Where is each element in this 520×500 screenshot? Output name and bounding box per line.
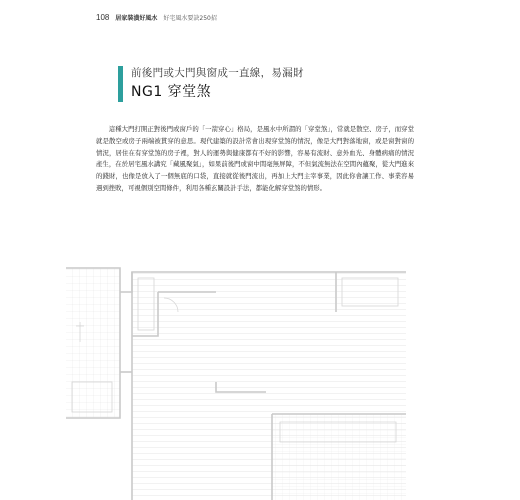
chapter-title: 好宅風水要訣250招 — [163, 15, 217, 22]
floor-plan-figure — [66, 262, 406, 500]
book-title: 居家裝潢好風水 — [115, 15, 158, 22]
page-number: 108 — [96, 13, 110, 22]
body-text — [96, 124, 414, 195]
section-title-block — [118, 66, 304, 102]
floor-plan-rooms — [66, 268, 406, 500]
section-subtitle: 前後門或大門與窗成一直線，易漏財 — [131, 67, 304, 79]
section-title: NG1 穿堂煞 — [131, 84, 212, 100]
body-paragraph: 這種大門打開正對後門或窗戶的「一箭穿心」格局，是風水中所謂的「穿堂煞」，常就是散空、房子，而穿堂就是散空或房子兩端被貫穿的意思。現代建築的設計常會出現穿堂煞的情況，像是大門對落地窗，或是窗對窗的情況，居住在有穿堂煞的房子裡，對人的運勢與健康都有不好的影響，容易有流財、意外血光、身體病痛的情況產生，在於居宅風水講究「藏風聚氣」，如果前後門或窗中間毫無屏障，不但氣流無法在空間內蘊聚，從大門進來的錢財，也像是放入了一個無底的口袋，直接就從後門流出，再加上大門主宰事業，因此你會讓工作、事業容易遇到挫敗，可視個別空間條件，利用各種玄關設計手法，都能化解穿堂煞的情形。 — [96, 125, 414, 192]
running-head — [96, 13, 217, 22]
